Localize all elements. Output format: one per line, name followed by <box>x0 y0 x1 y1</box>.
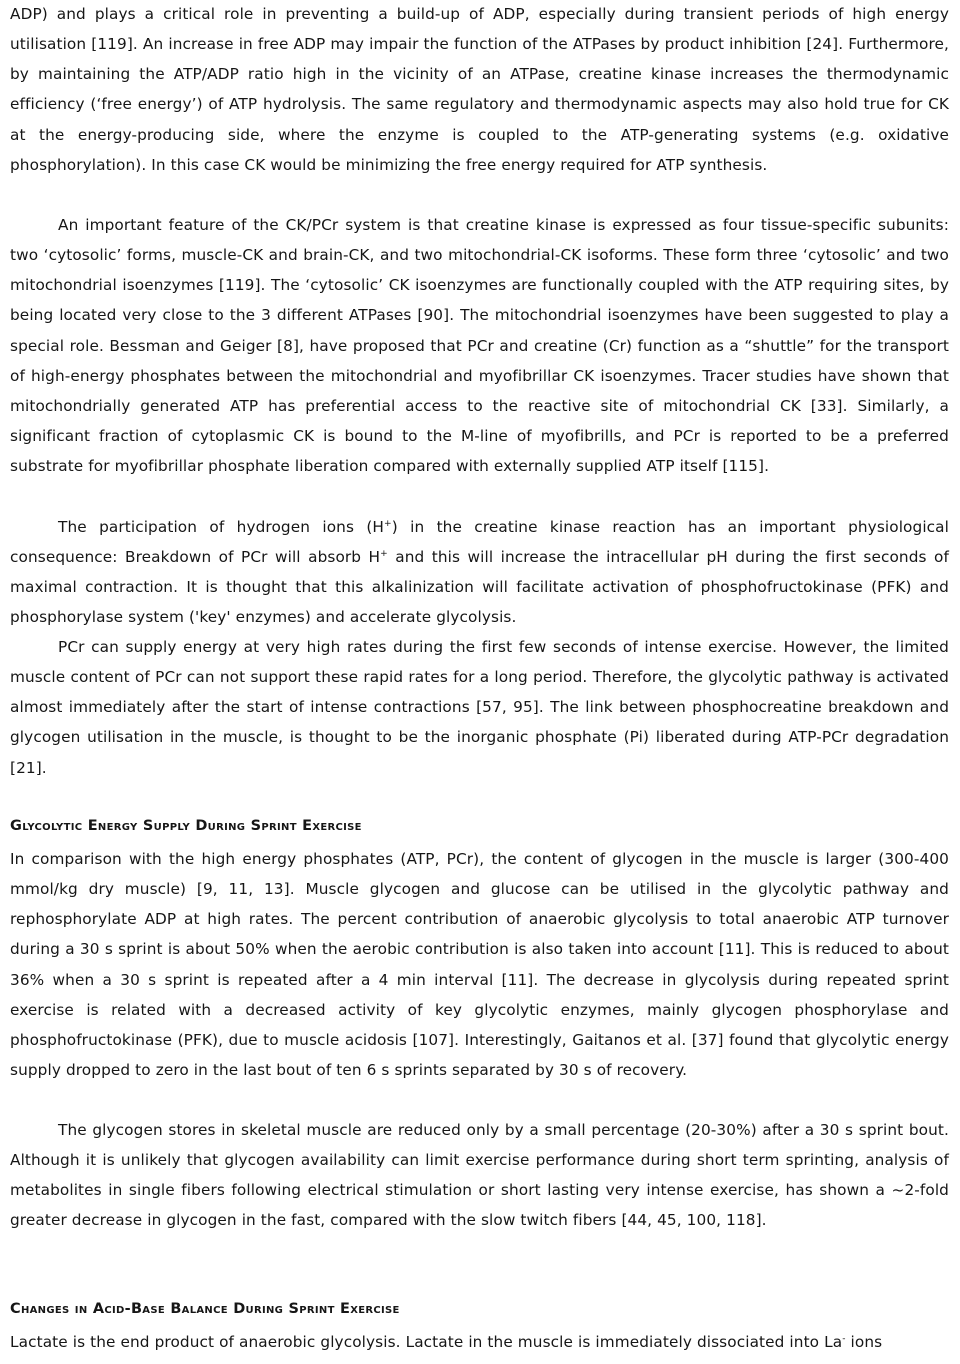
paragraph-glycogen-content: In comparison with the high energy phosphates (ATP, PCr), the content of glycogen in the muscle is larger (300-400 mmol/kg dry muscle) [9, 11, 13]. Muscle glycogen and glucose can be utilised in the glycolytic pathway and rephosphorylate ADP at high rates. The percent contribution of anaerobic glycolysis to total anaerobic ATP turnover during a 30 s sprint is about 50% when the aerobic contribution is also taken into account [11]. This is reduced to about 36% when a 30 s sprint is repeated after a 4 min interval [11]. The decrease in glycolysis during repeated sprint exercise is related with a decreased activity of key glycolytic enzymes, mainly glycogen phosphorylase and phosphofructokinase (PFK), due to muscle acidosis [107]. Interestingly, Gaitanos et al. [37] found that glycolytic energy supply dropped to zero in the last bout of ten 6 s sprints separated by 30 s of recovery. <box>10 850 949 1080</box>
paragraph-pcr-supply: PCr can supply energy at very high rates during the first few seconds of intense exercise. However, the limited muscle content of PCr can not support these rapid rates for a long period. Therefore, the glycolytic pathway is activated almost immediately after the start of intense contractions [57, 95]. The link between phosphocreatine breakdown and glycogen utilisation in the muscle, is thought to be the inorganic phosphate (Pi) liberated during ATP-PCr degradation [21]. <box>10 638 949 777</box>
superscript-plus: + <box>384 519 392 529</box>
paragraph-hydrogen-ions <box>10 512 949 633</box>
hydrogen-ions-text-3: and this will increase the intracellular pH during the first seconds of maximal contraction. It is thought that this alkalinization will facilitate activation of phosphofructokinase (PFK) and phosphorylase system ('key' enzymes) and accelerate glycolysis. <box>10 548 949 627</box>
paragraph-ck-isoenzymes: An important feature of the CK/PCr system is that creatine kinase is expressed as four tissue-specific subunits: two ‘cytosolic’ forms, muscle-CK and brain-CK, and two mitochondrial-CK isoforms. These form three ‘cytosolic’ and two mitochondrial isoenzymes [119]. The ‘cytosolic’ CK isoenzymes are functionally coupled with the ATP requiring sites, by being located very close to the 3 different ATPases [90]. The mitochondrial isoenzymes have been suggested to play a special role. Bessman and Geiger [8], have proposed that PCr and creatine (Cr) function as a “shuttle” for the transport of high-energy phosphates between the mitochondrial and myofibrillar CK isoenzymes. Tracer studies have shown that mitochondrially generated ATP has preferential access to the reactive site of mitochondrial CK [33]. Similarly, a significant fraction of cytoplasmic CK is bound to the M-line of myofibrills, and PCr is reported to be a preferred substrate for myofibrillar phosphate liberation compared with externally supplied ATP itself [115]. <box>10 216 949 476</box>
superscript-plus: + <box>380 549 388 560</box>
lactate-text-1: Lactate is the end product of anaerobic glycolysis. Lactate in the muscle is immediately dissociated into La <box>10 1333 843 1351</box>
hydrogen-ions-text-1: The participation of hydrogen ions (H <box>58 518 385 536</box>
paragraph-glycogen-stores: The glycogen stores in skeletal muscle are reduced only by a small percentage (20-30%) after a 30 s sprint bout. Although it is unlikely that glycogen availability can limit exercise performance during short term sprinting, analysis of metabolites in single fibers following electrical stimulation or short lasting very intense exercise, has shown a ~2-fold greater decrease in glycogen in the fast, compared with the slow twitch fibers [44, 45, 100, 118]. <box>10 1121 949 1230</box>
section-heading-acid-base: Changes in Acid-Base Balance During Sprint Exercise <box>10 1301 400 1317</box>
hydrogen-ions-text-2: ) in the creatine kinase reaction has an important physiological consequence: Breakdown of PCr will absorb H <box>10 518 950 567</box>
superscript-minus: - <box>842 1334 846 1344</box>
paragraph-ck-atp-ratio: ADP) and plays a critical role in preventing a build-up of ADP, especially during transient periods of high energy utilisation [119]. An increase in free ADP may impair the function of the ATPases by product inhibition [24]. Furthermore, by maintaining the ATP/ADP ratio high in the vicinity of an ATPase, creatine kinase increases the thermodynamic efficiency (‘free energy’) of ATP hydrolysis. The same regulatory and thermodynamic aspects may also hold true for CK at the energy-producing side, where the enzyme is coupled to the ATP-generating systems (e.g. oxidative phosphorylation). In this case CK would be minimizing the free energy required for ATP synthesis. <box>10 5 949 174</box>
section-heading-glycolytic: Glycolytic Energy Supply During Sprint Exercise <box>10 818 362 834</box>
lactate-text-2: ions <box>845 1333 883 1351</box>
paragraph-lactate <box>10 1327 949 1357</box>
